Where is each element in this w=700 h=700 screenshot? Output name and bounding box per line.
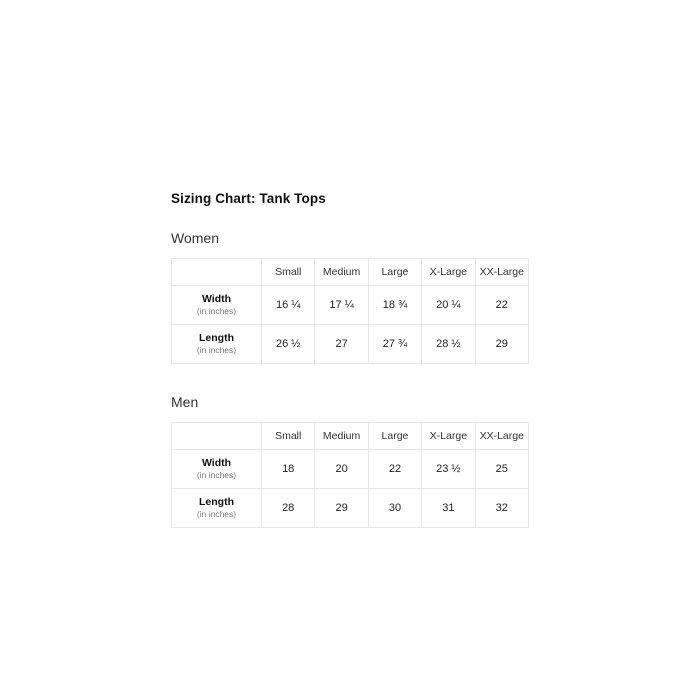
column-header-small: Small — [262, 259, 315, 286]
column-header-medium: Medium — [315, 259, 368, 286]
row-label-unit: (in inches) — [196, 345, 237, 355]
column-header-xlarge: X-Large — [422, 259, 475, 286]
cell-value: 20 ¼ — [422, 286, 475, 325]
cell-value: 27 — [315, 325, 368, 364]
table-header-row — [172, 259, 529, 286]
cell-value: 31 — [422, 489, 475, 528]
row-label-length — [172, 489, 262, 528]
cell-value: 27 ¾ — [368, 325, 421, 364]
table-row — [172, 286, 529, 325]
cell-value: 28 — [262, 489, 315, 528]
cell-value: 28 ½ — [422, 325, 475, 364]
cell-value: 18 ¾ — [368, 286, 421, 325]
table-row — [172, 450, 529, 489]
table-row — [172, 325, 529, 364]
row-label-text: Length — [199, 496, 234, 508]
table-body-men — [172, 450, 529, 528]
table-body-women — [172, 286, 529, 364]
cell-value: 25 — [475, 450, 528, 489]
table-corner-cell — [172, 259, 262, 286]
cell-value: 17 ¼ — [315, 286, 368, 325]
row-label-unit: (in inches) — [196, 306, 237, 316]
row-label-unit: (in inches) — [196, 509, 237, 519]
row-label-width — [172, 450, 262, 489]
cell-value: 16 ¼ — [262, 286, 315, 325]
row-label-text: Length — [199, 332, 234, 344]
table-corner-cell — [172, 423, 262, 450]
cell-value: 23 ½ — [422, 450, 475, 489]
section-men — [171, 394, 571, 528]
table-header-women — [172, 259, 529, 286]
cell-value: 30 — [368, 489, 421, 528]
table-header-row — [172, 423, 529, 450]
column-header-xxlarge: XX-Large — [475, 259, 528, 286]
size-table-women — [171, 258, 529, 364]
cell-value: 32 — [475, 489, 528, 528]
cell-value: 26 ½ — [262, 325, 315, 364]
cell-value: 29 — [475, 325, 528, 364]
column-header-xlarge: X-Large — [422, 423, 475, 450]
cell-value: 22 — [368, 450, 421, 489]
row-label-text: Width — [201, 457, 232, 469]
column-header-xxlarge: XX-Large — [475, 423, 528, 450]
section-heading-women: Women — [171, 230, 219, 246]
section-heading-men: Men — [171, 394, 199, 410]
section-women — [171, 230, 571, 364]
column-header-medium: Medium — [315, 423, 368, 450]
cell-value: 29 — [315, 489, 368, 528]
table-row — [172, 489, 529, 528]
cell-value: 20 — [315, 450, 368, 489]
row-label-text: Width — [201, 293, 232, 305]
row-label-width — [172, 286, 262, 325]
size-table-men — [171, 422, 529, 528]
page-title: Sizing Chart: Tank Tops — [171, 191, 326, 206]
cell-value: 18 — [262, 450, 315, 489]
cell-value: 22 — [475, 286, 528, 325]
column-header-large: Large — [368, 423, 421, 450]
row-label-unit: (in inches) — [196, 470, 237, 480]
table-header-men — [172, 423, 529, 450]
sizing-chart-document — [171, 191, 571, 558]
column-header-large: Large — [368, 259, 421, 286]
row-label-length — [172, 325, 262, 364]
column-header-small: Small — [262, 423, 315, 450]
